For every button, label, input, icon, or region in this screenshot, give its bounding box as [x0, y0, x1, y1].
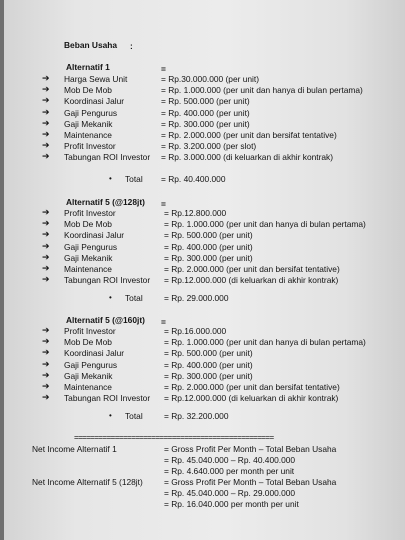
arrow-icon: ➔ [42, 381, 50, 391]
list-item-label: Gaji Mekanik [64, 370, 113, 381]
total-label: Total [125, 411, 143, 421]
net-income-alt1-line: = Gross Profit Per Month – Total Beban Usaha [164, 444, 337, 454]
list-item-label: Gaji Pengurus [64, 359, 118, 370]
net-income-alt5-line: = Rp. 16.040.000 per month per unit [164, 499, 299, 509]
page-title-colon: : [130, 41, 133, 51]
list-item-value: = Rp. 500.000 (per unit) [164, 230, 253, 241]
section-equals: = [161, 317, 166, 327]
bullet-icon: • [109, 293, 112, 302]
list-item-label: Mob De Mob [64, 219, 112, 230]
list-item-label: Koordinasi Jalur [64, 230, 125, 241]
list-item-value: = Rp.30.000.000 (per unit) [161, 74, 260, 84]
list-item-label: Tabungan ROI Investor [64, 393, 151, 404]
list-item-value: = Rp. 1.000.000 (per unit dan hanya di bulan pertama) [164, 219, 366, 230]
list-item-label: Profit Investor [64, 141, 116, 152]
net-income-alternatif-1-label: Net Income Alternatif 1 [32, 444, 117, 454]
list-item-value: = Rp.16.000.000 [164, 326, 227, 336]
arrow-icon: ➔ [42, 95, 50, 106]
list-item-label: Tabungan ROI Investor [64, 275, 151, 286]
arrow-icon: ➔ [42, 73, 50, 83]
list-item-value: = Rp. 2.000.000 (per unit dan bersifat tentative) [164, 264, 340, 274]
list-item-value: = Rp. 400.000 (per unit) [164, 359, 253, 370]
arrow-icon: ➔ [42, 347, 50, 358]
list-item-label: Gaji Mekanik [64, 118, 113, 129]
list-item-value: = Rp. 500.000 (per unit) [161, 96, 250, 107]
list-item-label: Harga Sewa Unit [64, 74, 128, 84]
total-label: Total [125, 174, 143, 184]
arrow-icon: ➔ [42, 251, 50, 262]
list-item-value: = Rp. 300.000 (per unit) [164, 252, 253, 263]
total-value: = Rp. 40.400.000 [161, 174, 226, 184]
section-title-alternatif-1: Alternatif 1 [66, 62, 110, 72]
list-item-value: = Rp. 3.000.000 (di keluarkan di akhir kontrak) [161, 152, 334, 163]
arrow-icon: ➔ [42, 229, 50, 240]
list-item-label: Koordinasi Jalur [64, 348, 125, 359]
net-income-alt1-line: = Rp. 4.640.000 per month per unit [164, 466, 295, 476]
list-item-value: = Rp.12.800.000 [164, 208, 227, 218]
net-income-alt5-line: = Gross Profit Per Month – Total Beban Usaha [164, 477, 337, 487]
list-item-label: Gaji Mekanik [64, 252, 113, 263]
list-item-value: = Rp. 300.000 (per unit) [164, 370, 253, 381]
list-item-label: Gaji Pengurus [64, 107, 118, 118]
list-item-label: Maintenance [64, 382, 112, 392]
list-item-label: Maintenance [64, 264, 112, 274]
arrow-icon: ➔ [42, 369, 50, 380]
arrow-icon: ➔ [42, 84, 50, 95]
list-item-label: Gaji Pengurus [64, 241, 118, 252]
net-income-alt5-line: = Rp. 45.040.000 – Rp. 29.000.000 [164, 488, 296, 498]
list-item-label: Profit Investor [64, 326, 116, 336]
section-title-alternatif-5-128jt: Alternatif 5 (@128jt) [66, 197, 145, 207]
arrow-icon: ➔ [42, 140, 50, 151]
list-item-label: Maintenance [64, 130, 112, 140]
list-item-value: = Rp.12.000.000 (di keluarkan di akhir kontrak) [164, 393, 339, 404]
list-item-label: Mob De Mob [64, 85, 112, 96]
bullet-icon: • [109, 411, 112, 420]
bullet-icon: • [109, 174, 112, 183]
total-value: = Rp. 32.200.000 [164, 411, 229, 421]
section-equals: = [161, 64, 166, 74]
arrow-icon: ➔ [42, 274, 50, 285]
list-item-value: = Rp.12.000.000 (di keluarkan di akhir kontrak) [164, 275, 339, 286]
total-label: Total [125, 293, 143, 303]
list-item-value: = Rp. 3.200.000 (per slot) [161, 141, 257, 152]
page-title: Beban Usaha [64, 40, 118, 50]
list-item-label: Mob De Mob [64, 337, 112, 348]
section-title-alternatif-5-160jt: Alternatif 5 (@160jt) [66, 315, 145, 325]
list-item-value: = Rp. 400.000 (per unit) [161, 107, 250, 118]
list-item-value: = Rp. 2.000.000 (per unit dan bersifat tentative) [164, 382, 340, 392]
arrow-icon: ➔ [42, 218, 50, 229]
separator-line: ================================================= [74, 433, 274, 442]
list-item-label: Tabungan ROI Investor [64, 152, 151, 163]
arrow-icon: ➔ [42, 151, 50, 162]
net-income-alt1-line: = Rp. 45.040.000 – Rp. 40.400.000 [164, 455, 296, 465]
section-equals: = [161, 199, 166, 209]
list-item-value: = Rp. 500.000 (per unit) [164, 348, 253, 359]
list-item-label: Profit Investor [64, 208, 116, 218]
list-item-value: = Rp. 300.000 (per unit) [161, 118, 250, 129]
arrow-icon: ➔ [42, 263, 50, 273]
document-page [4, 0, 405, 540]
arrow-icon: ➔ [42, 117, 50, 128]
arrow-icon: ➔ [42, 106, 50, 117]
arrow-icon: ➔ [42, 325, 50, 335]
arrow-icon: ➔ [42, 336, 50, 347]
list-item-value: = Rp. 1.000.000 (per unit dan hanya di bulan pertama) [164, 337, 366, 348]
list-item-value: = Rp. 400.000 (per unit) [164, 241, 253, 252]
total-value: = Rp. 29.000.000 [164, 293, 229, 303]
list-item-value: = Rp. 1.000.000 (per unit dan hanya di bulan pertama) [161, 85, 363, 96]
list-item-value: = Rp. 2.000.000 (per unit dan bersifat tentative) [161, 130, 337, 140]
net-income-alternatif-5-label: Net Income Alternatif 5 (128jt) [32, 477, 143, 487]
list-item-label: Koordinasi Jalur [64, 96, 125, 107]
arrow-icon: ➔ [42, 392, 50, 403]
arrow-icon: ➔ [42, 358, 50, 369]
arrow-icon: ➔ [42, 207, 50, 217]
arrow-icon: ➔ [42, 240, 50, 251]
arrow-icon: ➔ [42, 129, 50, 139]
